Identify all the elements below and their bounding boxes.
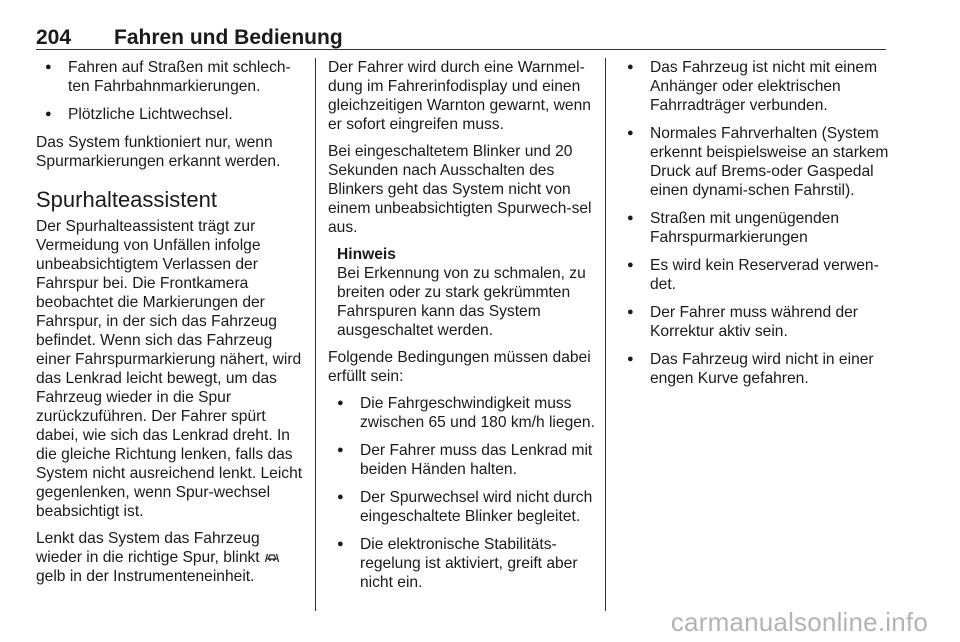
paragraph: Folgende Bedingungen müssen dabei erfüllt sein: xyxy=(328,349,591,385)
paragraph-text: Lenkt das System das Fahrzeug wieder in die richtige Spur, blinkt xyxy=(36,530,260,566)
list-item: ● Es wird kein Reserverad verwen-det. xyxy=(618,256,892,294)
note-box xyxy=(328,245,598,340)
list-item: ● Der Spurwechsel wird nicht durch eingeschaltete Blinker begleitet. xyxy=(328,488,598,526)
paragraph: Das System funktioniert nur, wenn Spurmarkierungen erkannt werden. xyxy=(36,134,281,170)
list-item: ● Fahren auf Straßen mit schlech-ten Fahrbahnmarkierungen. xyxy=(36,58,304,96)
column-divider-1 xyxy=(315,58,316,611)
paragraph: Bei eingeschaltetem Blinker und 20 Sekunden nach Ausschalten des Blinkers geht das System nicht von einem unbeabsichtigten Spurwech-sel aus. xyxy=(328,143,592,236)
header-rule xyxy=(36,49,886,50)
running-title: Fahren und Bedienung xyxy=(114,26,343,49)
column-divider-2 xyxy=(605,58,606,611)
col1-bullet-list xyxy=(36,58,304,124)
column-1 xyxy=(36,58,304,594)
paragraph: Der Spurhalteassistent trägt zur Vermeidung von Unfällen infolge unbeabsichtigtem Verlassen der Fahrspur bei. Die Frontkamera beobachtet die Markierungen der Fahrspur, in der sich das Fahrzeug befindet. Wenn sich das Fahrzeug einer Fahrspurmarkierung nähert, wird das Lenkrad leicht bewegt, um das Fahrzeug wieder in die Spur zurückzuführen. Der Fahrer spürt dabei, wie sich das Lenkrad dreht. In die gleiche Richtung lenken, falls das System nicht ausreichend lenkt. Leicht gegenlenken, wenn Spur-wechsel beabsichtigt ist. xyxy=(36,218,303,520)
paragraph: Der Fahrer wird durch eine Warnmel-dung im Fahrerinfodisplay und einen gleichzeitigen Warnton gewarnt, wenn er sofort eingreifen muss. xyxy=(328,59,591,133)
col3-bullet-list xyxy=(618,58,892,388)
paragraph-with-icon xyxy=(36,529,304,586)
list-item: ● Straßen mit ungenügenden Fahrspurmarkierungen xyxy=(618,209,892,247)
list-item: ● Normales Fahrverhalten (System erkennt beispielsweise an starkem Druck auf Brems-oder Gaspedal einen dynami-schen Fahrstil). xyxy=(618,124,892,200)
column-3 xyxy=(618,58,892,397)
list-item: ● Das Fahrzeug wird nicht in einer engen Kurve gefahren. xyxy=(618,350,892,388)
column-2 xyxy=(328,58,598,601)
list-item: ● Der Fahrer muss während der Korrektur aktiv sein. xyxy=(618,303,892,341)
list-item: ● Plötzliche Lichtwechsel. xyxy=(36,105,304,124)
list-item: ● Das Fahrzeug ist nicht mit einem Anhänger oder elektrischen Fahrradträger verbunden. xyxy=(618,58,892,115)
list-item: ● Die Fahrgeschwindigkeit muss zwischen 65 und 180 km/h liegen. xyxy=(328,394,598,432)
col2-bullet-list xyxy=(328,394,598,592)
section-heading: Spurhalteassistent xyxy=(36,187,217,212)
note-body: Bei Erkennung von zu schmalen, zu breiten oder zu stark gekrümmten Fahrspuren kann das System ausgeschaltet werden. xyxy=(337,265,586,339)
list-item: ● Die elektronische Stabilitäts-regelung ist aktiviert, greift aber nicht ein. xyxy=(328,535,598,592)
page-header xyxy=(36,20,886,50)
lane-keep-assist-icon xyxy=(264,551,280,563)
page-number: 204 xyxy=(36,26,72,49)
paragraph-text: gelb in der Instrumenteneinheit. xyxy=(36,568,255,585)
list-item: ● Der Fahrer muss das Lenkrad mit beiden Händen halten. xyxy=(328,441,598,479)
note-title: Hinweis xyxy=(337,246,396,263)
watermark: carmanualsonline.info xyxy=(670,607,928,637)
